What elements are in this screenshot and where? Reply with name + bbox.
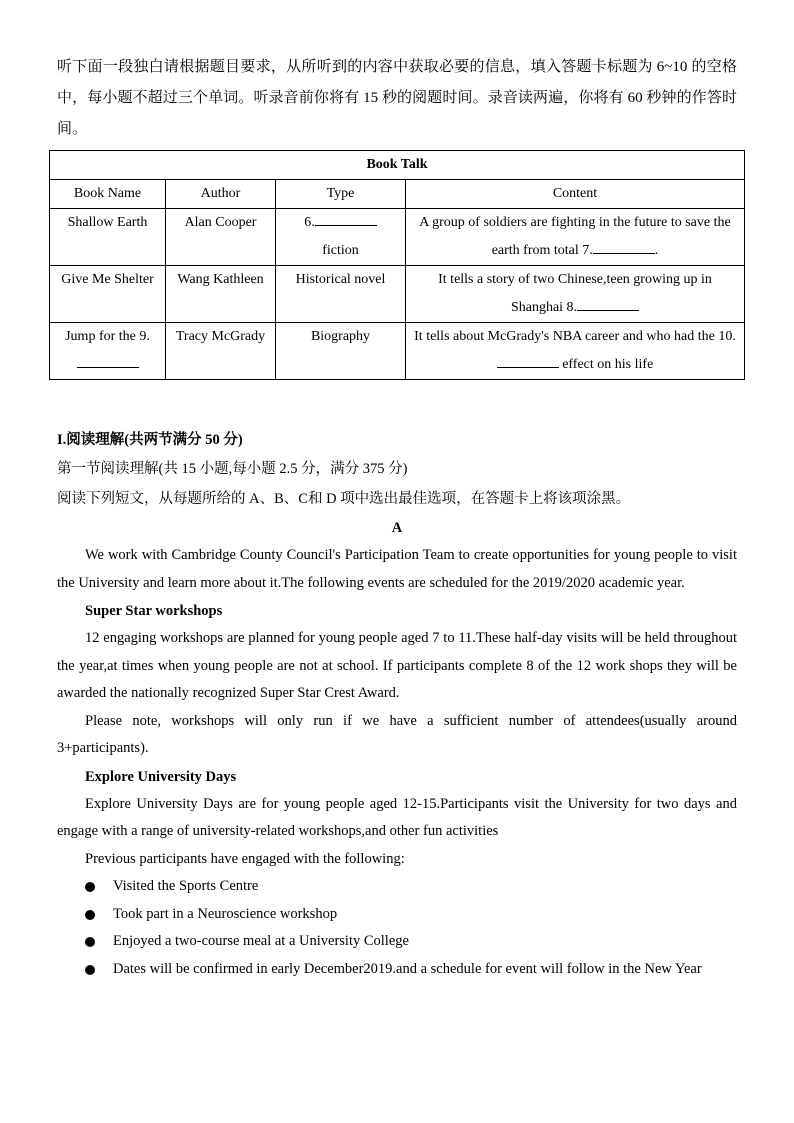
paragraph-previous: Previous participants have engaged with the following: [85, 850, 405, 867]
answer-blank-7[interactable] [593, 239, 655, 254]
book-talk-table [49, 150, 745, 380]
content-text: It tells a story of two Chinese,teen growing up in Shanghai 8. [438, 272, 712, 315]
activity-list [57, 873, 737, 983]
content-cell [406, 323, 745, 380]
bullet-icon [85, 965, 95, 975]
list-item-text: Visited the Sports Centre [113, 878, 259, 894]
table-header-row [50, 180, 745, 209]
answer-blank-9[interactable] [77, 353, 139, 368]
list-item [57, 928, 737, 956]
header-author: Author [166, 180, 276, 209]
book-name-cell: Shallow Earth [50, 209, 166, 266]
author-cell: Tracy McGrady [166, 323, 276, 380]
paragraph-super-star: 12 engaging workshops are planned for young people aged 7 to 11.These half-day visits will be held throughout the year,at times when young people are not at school. If participants complete 8 of the 12 work shops they will be awarded the nationally recognized Super Star Crest Award. [57, 630, 737, 701]
paragraph-note: Please note, workshops will only run if we have a sufficient number of attendees(usually around 3+participants). [57, 712, 737, 756]
table-row [50, 209, 745, 266]
bullet-icon [85, 937, 95, 947]
subheading-super-star: Super Star workshops [85, 603, 223, 619]
header-content: Content [406, 180, 745, 209]
passage-label: A [391, 520, 403, 536]
answer-blank-6[interactable] [315, 211, 377, 226]
book-name-cell [50, 323, 166, 380]
list-item [57, 873, 737, 901]
intro-block [57, 52, 737, 145]
list-item [57, 901, 737, 929]
list-item-text: Enjoyed a two-course meal at a University College [113, 933, 409, 949]
content-suffix: . [654, 243, 659, 258]
type-cell: Biography [276, 323, 406, 380]
content-cell [406, 266, 745, 323]
bullet-icon [85, 882, 95, 892]
author-cell: Alan Cooper [166, 209, 276, 266]
answer-blank-8[interactable] [577, 296, 639, 311]
paragraph-explore: Explore University Days are for young people aged 12-15.Participants visit the University for two days and engage with a range of university-related workshops,and other fun activities [57, 795, 737, 839]
type-suffix: fiction [322, 243, 359, 258]
table-title: Book Talk [50, 151, 745, 180]
book-name-text: Jump for the 9. [65, 329, 150, 344]
list-item-text: Took part in a Neuroscience workshop [113, 905, 338, 922]
list-item [57, 956, 737, 984]
type-cell [276, 209, 406, 266]
header-book-name: Book Name [50, 180, 166, 209]
subheading-explore: Explore University Days [85, 768, 237, 785]
answer-blank-10[interactable] [497, 353, 559, 368]
section-heading: I.阅读理解(共两节满分 50 分) [57, 432, 243, 448]
reading-section [57, 426, 737, 983]
blank-label: 6. [304, 215, 315, 230]
content-text: It tells about McGrady's NBA career and who had the 10. [414, 329, 736, 344]
paragraph-intro: We work with Cambridge County Council's Participation Team to create opportunities for young people to visit the University and learn more about it.The following events are scheduled for the 2019/2020 academic year. [57, 547, 737, 591]
author-cell: Wang Kathleen [166, 266, 276, 323]
listening-instruction: 听下面一段独白请根据题目要求，从所听到的内容中获取必要的信息，填入答题卡标题为 6~10 的空格中，每小题不超过三个单词。听录音前你将有 15 秒的阅题时间。录音读两遍，你将有 60 秒钟的作答时间。 [57, 59, 737, 137]
content-suffix: effect on his life [558, 357, 654, 372]
book-name-cell: Give Me Shelter [50, 266, 166, 323]
section-instruction: 阅读下列短文，从每题所给的 A、B、C和 D 项中选出最佳选项，在答题卡上将该项涂黑。 [57, 491, 631, 507]
table-row [50, 323, 745, 380]
content-cell [406, 209, 745, 266]
list-item-text: Dates will be confirmed in early December2019.and a schedule for event will follow in the New Year [113, 960, 702, 977]
table-title-row [50, 151, 745, 180]
section-subheading: 第一节阅读理解(共 15 小题,每小题 2.5 分，满分 375 分) [57, 461, 408, 477]
header-type: Type [276, 180, 406, 209]
type-cell: Historical novel [276, 266, 406, 323]
bullet-icon [85, 910, 95, 920]
content-text: A group of soldiers are fighting in the future to save the earth from total 7. [419, 215, 731, 258]
table-row [50, 266, 745, 323]
